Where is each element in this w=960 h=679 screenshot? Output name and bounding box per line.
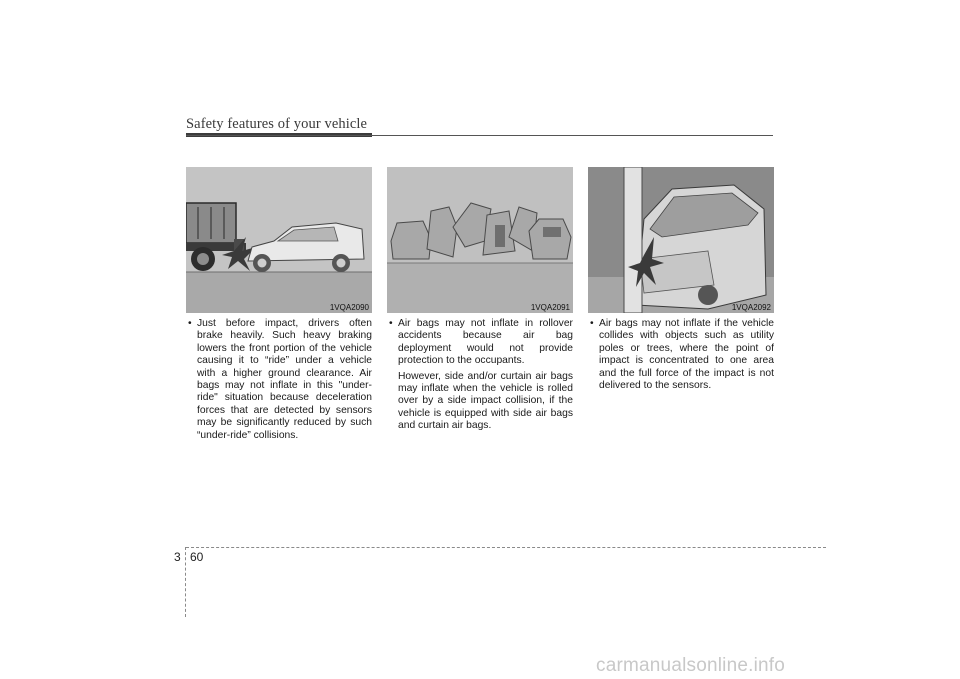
column-under-ride — [186, 318, 372, 442]
figure-rollover — [387, 167, 573, 313]
bullet-paragraph: • Air bags may not inflate if the vehicle collides with objects such as utility poles or trees, where the point of impact is concentrated to one area and the full force of the impact is not delivered to the sensors. — [588, 318, 774, 392]
column-pole-impact — [588, 318, 774, 392]
footer-rule — [186, 547, 826, 548]
footer-vertical-rule — [185, 547, 186, 617]
continuation-paragraph: However, side and/or curtain air bags may inflate when the vehicle is rolled over by a side impact collision, if the vehicle is equipped with side air bags and curtain air bags. — [398, 370, 573, 432]
watermark-text: carmanualsonline.info — [596, 655, 786, 676]
figure-pole-impact — [588, 167, 774, 313]
column-rollover — [387, 318, 573, 433]
chapter-number: 3 — [174, 550, 181, 564]
section-header-title: Safety features of your vehicle — [186, 116, 368, 132]
header-rule — [186, 135, 773, 136]
figure-code: 1VQA2090 — [329, 303, 369, 312]
page-number: 60 — [190, 550, 204, 564]
figure-under-ride — [186, 167, 372, 313]
bullet-paragraph: • Just before impact, drivers often brake heavily. Such heavy braking lowers the front portion of the vehicle causing it to “ride” under a vehicle with a higher ground clearance. Air bags may not inflate in this "under-ride" situation because deceleration forces that are detected by sensors may be significantly reduced by such “under-ride” collisions. — [186, 318, 372, 442]
figure-code: 1VQA2092 — [731, 303, 771, 312]
bullet-paragraph: • Air bags may not inflate in rollover accidents because air bag deployment would not provide protection to the occupants. — [387, 318, 573, 368]
figure-code: 1VQA2091 — [530, 303, 570, 312]
